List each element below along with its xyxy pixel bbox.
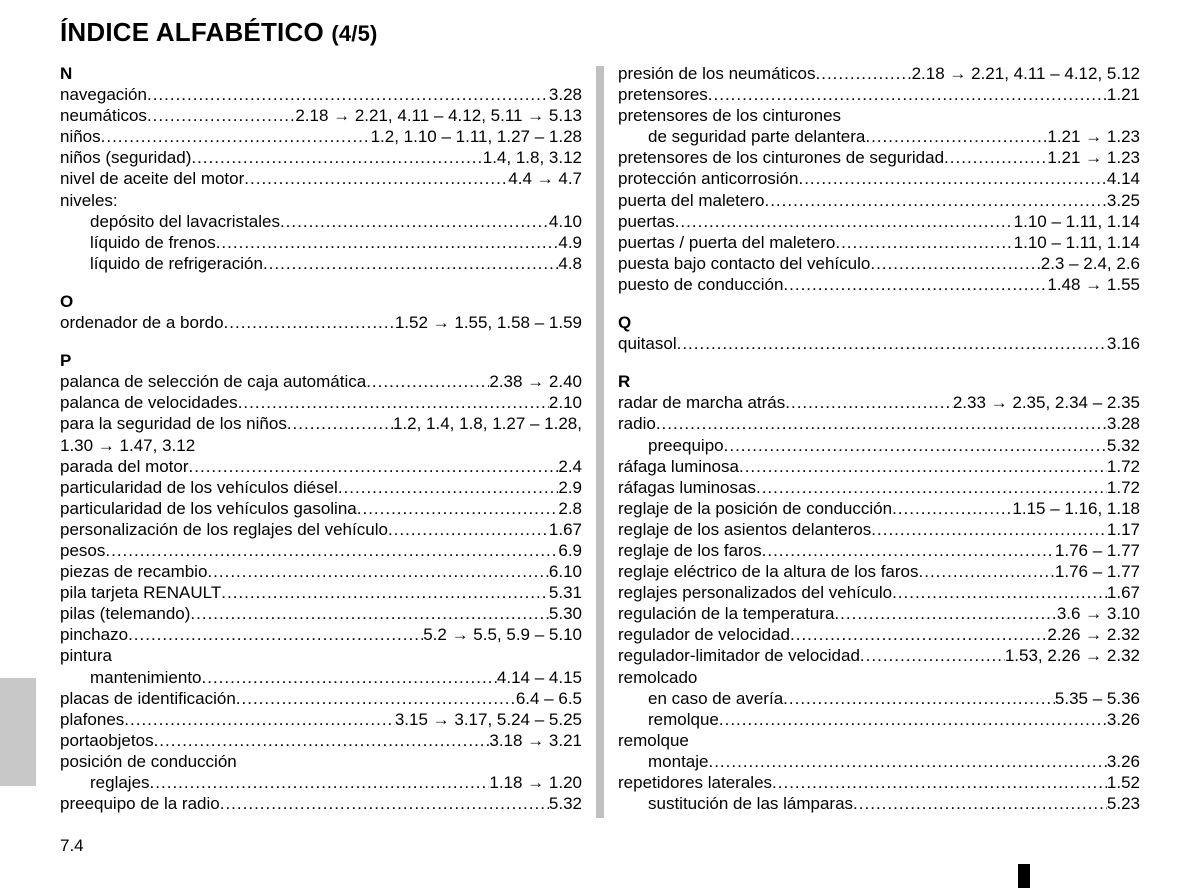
entry-label: pila tarjeta RENAULT [60,583,222,603]
entry-label: reglaje de la posición de conducción [618,498,893,518]
index-entry [618,772,1140,793]
index-entry [618,147,1140,168]
entry-label: pilas (telemando) [60,604,191,624]
index-entry [60,477,582,498]
entry-pages: 1.17 [1106,519,1140,539]
entry-pages: 3.26 [1106,751,1140,771]
entry-label: nivel de aceite del motor [60,169,245,189]
index-entry [618,84,1140,105]
index-entry [618,498,1140,519]
entry-label: pinchazo [60,625,129,645]
entry-label: montaje [648,751,709,771]
entry-label: palanca de selección de caja automática [60,372,367,392]
index-entry [618,477,1140,498]
entry-pages: 1.72 [1106,456,1140,476]
entry-pages: 1.10 – 1.11, 1.14 [1013,211,1140,231]
entry-label: ráfaga luminosa [618,456,739,476]
entry-label: mantenimiento [90,667,202,687]
entry-label: de seguridad parte delantera [648,127,866,147]
entry-pages: 5.32 [1106,435,1140,455]
entry-label: protección anticorrosión [618,169,799,189]
entry-pages: 1.72 [1106,477,1140,497]
index-entry [60,561,582,582]
entry-label: reglaje eléctrico de la altura de los faros [618,562,919,582]
entry-pages: 2.8 [558,498,582,518]
dot-leader [338,477,559,498]
index-entry [60,688,582,709]
entry-pages: 1.67 [1106,583,1140,603]
dot-leader [739,456,1107,477]
entry-pages: 1.76 – 1.77 [1054,540,1140,560]
entry-pages: 1.2, 1.10 – 1.11, 1.27 – 1.28 [370,127,582,147]
entry-label: en caso de avería [648,688,784,708]
entry-label: preequipo de la radio [60,794,220,814]
entry-label: ráfagas luminosas [618,477,756,497]
dot-leader [128,624,423,645]
entry-label: reglaje de los asientos delanteros [618,519,872,539]
entry-pages: 3.15 → 3.17, 5.24 – 5.25 [394,709,582,729]
index-entry [618,392,1140,413]
index-entry-continuation: 1.30 → 1.47, 3.12 [60,435,196,455]
entry-label: niveles: [60,190,118,210]
index-entry [618,561,1140,582]
entry-label: parada del motor [60,456,189,476]
index-entry [618,168,1140,189]
entry-label: personalización de los reglajes del vehículo [60,519,388,539]
entry-label: puertas / puerta del maletero [618,232,836,252]
index-entry [60,147,582,168]
index-entry-heading [60,751,582,772]
index-entry [618,603,1140,624]
section-gap [618,354,1140,371]
dot-leader [154,730,490,751]
entry-pages: 1.52 → 1.55, 1.58 – 1.59 [394,313,582,333]
index-entry [60,371,582,392]
entry-label: depósito del lavacristales [90,211,280,231]
dot-leader [105,540,558,561]
index-subentry [60,667,582,688]
dot-leader [190,603,549,624]
index-subentry [618,688,1140,709]
index-subentry [618,126,1140,147]
index-entry [618,645,1140,666]
dot-leader [944,147,1047,168]
entry-pages: 1.21 → 1.23 [1047,127,1140,147]
index-entry [618,540,1140,561]
dot-leader [238,392,549,413]
entry-label: posición de conducción [60,751,237,771]
index-entry [60,730,582,751]
entry-pages: 2.18 → 2.21, 4.11 – 4.12, 5.11 → 5.13 [295,106,582,126]
entry-label: para la seguridad de los niños [60,414,287,434]
dot-leader [783,274,1047,295]
section-letter-n: N [60,64,73,83]
dot-leader [853,793,1107,814]
dot-leader [280,211,549,232]
dot-leader [656,413,1107,434]
entry-pages: 6.10 [548,562,582,582]
entry-label: líquido de frenos [90,232,216,252]
index-subentry [618,751,1140,772]
entry-pages: 1.67 [548,519,582,539]
index-subentry [60,253,582,274]
entry-label: remolque [618,730,689,750]
entry-pages: 5.31 [548,583,582,603]
entry-label: niños (seguridad) [60,148,192,168]
index-entry [60,84,582,105]
entry-pages: 3.6 → 3.10 [1056,604,1140,624]
entry-pages: 3.26 [1106,709,1140,729]
entry-label: piezas de recambio [60,562,208,582]
index-entry [618,253,1140,274]
entry-label: pesos [60,540,106,560]
entry-label: puertas [618,211,675,231]
entry-label: ordenador de a bordo [60,313,224,333]
dot-leader [224,312,395,333]
index-entry [618,190,1140,211]
entry-label: remolcado [618,667,698,687]
section-letter-p: P [60,351,72,371]
dot-leader [101,126,371,147]
index-entry [618,582,1140,603]
page-number: 7.4 [60,836,84,855]
entry-label: particularidad de los vehículos diésel [60,477,338,497]
index-entry [618,211,1140,232]
dot-leader [919,561,1055,582]
entry-pages: 4.14 – 4.15 [496,667,582,687]
dot-leader [834,603,1056,624]
dot-leader [244,168,508,189]
dot-leader [719,709,1107,730]
section-letter-q: Q [618,313,632,333]
entry-label: reglajes personalizados del vehículo [618,583,893,603]
entry-label: radar de marcha atrás [618,393,786,413]
entry-pages: 4.4 → 4.7 [508,169,582,189]
entry-label: neumáticos [60,106,147,126]
entry-pages: 1.52 [1106,773,1140,792]
index-subentry [618,793,1140,814]
index-entry-heading [618,105,1140,126]
index-entry [618,333,1140,354]
dot-leader [860,645,1005,666]
index-entry [60,168,582,189]
index-entry [60,126,582,147]
entry-label: placas de identificación [60,688,236,708]
index-entry [618,274,1140,295]
entry-pages: 3.25 [1106,190,1140,210]
index-entry [60,709,582,730]
title-text: ÍNDICE ALFABÉTICO [60,17,324,47]
entry-pages: 3.16 [1106,334,1140,354]
dot-leader [870,253,1040,274]
index-entry [60,312,582,333]
dot-leader [357,498,559,519]
dot-leader [147,84,549,105]
dot-leader [790,624,1047,645]
entry-pages: 3.28 [1106,414,1140,434]
entry-pages: 2.4 [558,456,582,476]
entry-pages: 4.14 [1106,169,1140,189]
dot-leader [287,413,393,434]
dot-leader [724,435,1107,456]
index-entry-heading [60,190,582,211]
entry-pages: 5.32 [548,794,582,814]
dot-leader [785,392,953,413]
dot-leader [708,84,1107,105]
dot-leader [366,371,489,392]
index-entry [60,793,582,814]
entry-label: palanca de velocidades [60,393,238,413]
entry-pages: 1.15 – 1.16, 1.18 [1012,498,1140,518]
dot-leader [191,147,482,168]
entry-pages: 2.9 [558,477,582,497]
entry-label: puesta bajo contacto del vehículo [618,253,871,273]
entry-pages: 2.26 → 2.32 [1047,625,1140,645]
entry-label: quitasol [618,334,677,354]
corner-print-mark [1018,864,1030,888]
dot-leader [871,519,1107,540]
entry-label: niños [60,127,101,147]
index-subentry [618,709,1140,730]
dot-leader [835,232,1013,253]
dot-leader [207,561,548,582]
entry-label: regulador de velocidad [618,625,791,645]
index-entry [618,413,1140,434]
entry-pages: 6.9 [558,540,582,560]
dot-leader [892,582,1107,603]
entry-pages: 1.48 → 1.55 [1047,274,1140,294]
entry-label: radio [618,414,656,434]
dot-leader [388,519,549,540]
index-entry [60,582,582,603]
entry-pages: 2.18 → 2.21, 4.11 – 4.12, 5.12 [911,64,1140,83]
index-entry [60,519,582,540]
entry-label: plafones [60,709,125,729]
dot-leader [677,333,1107,354]
section-gap [618,295,1140,312]
index-entry [60,603,582,624]
entry-label: preequipo [648,435,724,455]
entry-pages: 1.18 → 1.20 [489,773,582,792]
entry-label: líquido de refrigeración [90,253,263,273]
entry-pages: 3.18 → 3.21 [489,730,582,750]
entry-label: presión de los neumáticos [618,64,816,83]
entry-pages: 2.38 → 2.40 [489,372,582,392]
entry-label: regulación de la temperatura [618,604,835,624]
entry-pages: 1.10 – 1.11, 1.14 [1013,232,1140,252]
entry-pages: 5.30 [548,604,582,624]
entry-pages: 6.4 – 6.5 [515,688,582,708]
dot-leader [783,688,1055,709]
dot-leader [221,582,549,603]
entry-label: regulador-limitador de velocidad [618,646,860,666]
entry-pages: 2.3 – 2.4, 2.6 [1040,253,1140,273]
dot-leader [756,477,1107,498]
entry-label: particularidad de los vehículos gasolina [60,498,357,518]
dot-leader [124,709,395,730]
dot-leader [772,772,1107,793]
entry-pages: 1.21 [1106,85,1140,105]
section-letter-r: R [618,372,631,392]
entry-label: reglaje de los faros [618,540,762,560]
dot-leader [236,688,516,709]
entry-pages: 2.33 → 2.35, 2.34 – 2.35 [952,393,1140,413]
index-entry [618,624,1140,645]
entry-pages: 4.8 [558,253,582,273]
entry-label: reglajes [90,773,150,792]
page-title [60,17,378,48]
entry-label: portaobjetos [60,730,154,750]
dot-leader [798,168,1106,189]
index-entry [618,63,1140,84]
dot-leader [762,540,1055,561]
dot-leader [675,211,1014,232]
index-entry [60,540,582,561]
entry-pages: 4.9 [558,232,582,252]
entry-label: pretensores de los cinturones de seguridad [618,148,945,168]
entry-label: repetidores laterales [618,773,773,792]
dot-leader [816,63,912,84]
section-gap [60,274,582,291]
index-entry [60,105,582,126]
dot-leader [189,456,559,477]
index-entry [60,498,582,519]
entry-label: puerta del maletero [618,190,765,210]
title-part: (4/5) [331,21,378,46]
dot-leader [220,793,549,814]
index-column-left [60,63,582,814]
index-entry [60,413,582,434]
entry-pages: 1.53, 2.26 → 2.32 [1004,646,1140,666]
dot-leader [865,126,1047,147]
entry-pages: 1.4, 1.8, 3.12 [482,148,582,168]
entry-pages: 5.2 → 5.5, 5.9 – 5.10 [423,625,582,645]
dot-leader [150,772,490,793]
index-entry-heading [618,667,1140,688]
entry-pages: 4.10 [548,211,582,231]
dot-leader [263,253,558,274]
entry-label: sustitución de las lámparas [648,794,854,814]
entry-label: navegación [60,85,147,105]
dot-leader [202,667,497,688]
section-letter-o: O [60,291,74,311]
dot-leader [216,232,559,253]
entry-pages: 5.23 [1106,794,1140,814]
index-entry [60,456,582,477]
chapter-side-tab [0,678,36,786]
index-entry [618,456,1140,477]
entry-pages: 3.28 [548,85,582,105]
index-subentry [60,232,582,253]
index-entry [60,392,582,413]
index-entry [618,232,1140,253]
dot-leader [892,498,1012,519]
entry-pages: 5.35 – 5.36 [1054,688,1140,708]
index-entry [60,624,582,645]
section-gap [60,333,582,350]
entry-label: remolque [648,709,719,729]
dot-leader [764,190,1106,211]
column-divider [596,66,604,818]
index-entry [618,519,1140,540]
index-subentry [618,435,1140,456]
entry-pages: 2.10 [548,393,582,413]
entry-pages: 1.76 – 1.77 [1054,562,1140,582]
entry-pages: 1.21 → 1.23 [1047,148,1140,168]
entry-label: pretensores [618,85,708,105]
entry-pages: 1.2, 1.4, 1.8, 1.27 – 1.28, [392,414,582,434]
index-subentry [60,211,582,232]
index-subentry [60,772,582,793]
index-entry-heading [618,730,1140,751]
entry-label: pintura [60,646,112,666]
index-entry-heading [60,645,582,666]
entry-label: puesto de conducción [618,274,784,294]
entry-label: pretensores de los cinturones [618,106,842,126]
dot-leader [147,105,295,126]
dot-leader [708,751,1106,772]
index-column-right [618,63,1140,814]
